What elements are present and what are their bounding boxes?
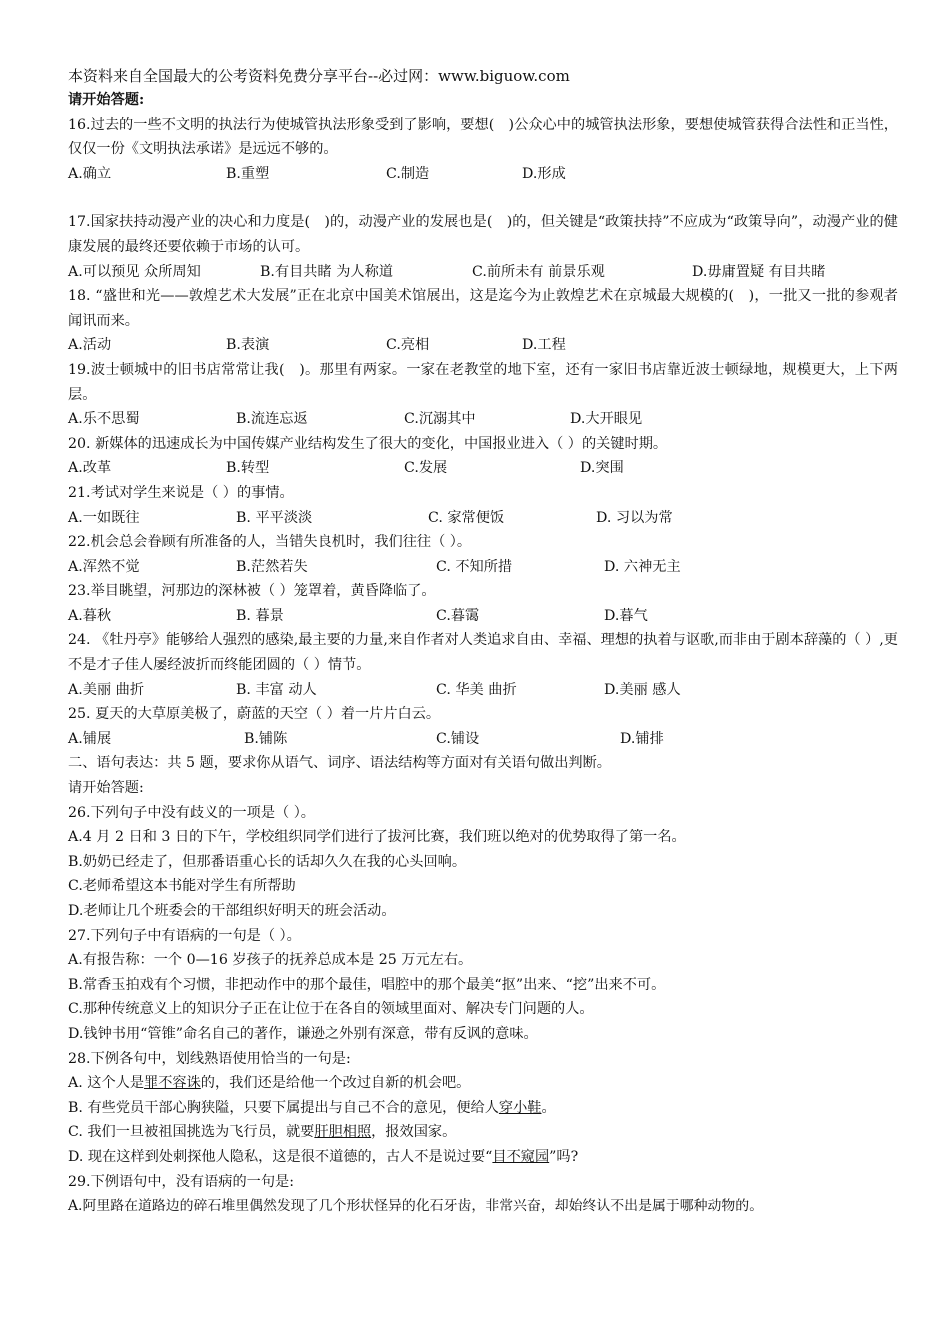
option-a[interactable]: A.活动 bbox=[68, 337, 112, 354]
options-16 bbox=[68, 162, 898, 187]
option-b[interactable]: B.常香玉拍戏有个习惯，非把动作中的那个最佳，唱腔中的那个最美“抠”出来、“挖”出来不可。 bbox=[68, 976, 666, 993]
question-27: 27.下列句子中有语病的一句是（ ）。 bbox=[68, 927, 301, 944]
option-b[interactable] bbox=[68, 1096, 898, 1121]
option-a[interactable]: A.4 月 2 日和 3 日的下午，学校组织同学们进行了拔河比赛，我们班以绝对的优势取得了第一名。 bbox=[68, 829, 686, 846]
option-text: 的，我们还是给他一个改过自新的机会吧。 bbox=[200, 1075, 471, 1092]
option-a[interactable]: A.阿里路在道路边的碎石堆里偶然发现了几个形状怪异的化石牙齿，非常兴奋，却始终认不出是属于哪种动物的。 bbox=[68, 1198, 764, 1215]
option-a[interactable]: A.浑然不觉 bbox=[68, 558, 140, 575]
option-d[interactable]: D.大开眼见 bbox=[570, 411, 643, 428]
option-c[interactable]: C.制造 bbox=[386, 165, 430, 182]
option-c[interactable]: C.发展 bbox=[404, 460, 448, 477]
option-d[interactable]: D.突围 bbox=[580, 460, 624, 477]
option-d[interactable]: D.暮气 bbox=[604, 607, 648, 624]
option-a[interactable]: A.美丽 曲折 bbox=[68, 681, 145, 698]
underlined-idiom: 穿小鞋 bbox=[498, 1099, 542, 1116]
options-23 bbox=[68, 604, 898, 629]
question-17: 17.国家扶持动漫产业的决心和力度是( )的，动漫产业的发展也是( )的，但关键是“政策扶持”不应成为“政策导向”，动漫产业的健康发展的最终还要依赖于市场的认可。 bbox=[68, 214, 898, 255]
options-25 bbox=[68, 727, 898, 752]
option-b[interactable]: B.奶奶已经走了，但那番语重心长的话却久久在我的心头回响。 bbox=[68, 853, 467, 870]
option-c[interactable]: C.亮相 bbox=[386, 337, 430, 354]
option-a[interactable]: A.可以预见 众所周知 bbox=[68, 263, 201, 280]
underlined-idiom: 罪不容诛 bbox=[144, 1075, 201, 1092]
option-d[interactable]: D.铺排 bbox=[620, 730, 664, 747]
question-29: 29.下例语句中，没有语病的一句是: bbox=[68, 1173, 294, 1190]
underlined-idiom: 肝胆相照 bbox=[314, 1124, 372, 1141]
option-b[interactable]: B.有目共睹 为人称道 bbox=[260, 263, 393, 280]
section-heading: 二、语句表达：共 5 题，要求你从语气、词序、语法结构等方面对有关语句做出判断。 bbox=[68, 755, 611, 772]
question-20: 20. 新媒体的迅速成长为中国传媒产业结构发生了很大的变化，中国报业进入（ ）的关键时期。 bbox=[68, 435, 668, 452]
option-b[interactable]: B.流连忘返 bbox=[236, 411, 308, 428]
option-text: ，报效国家。 bbox=[371, 1124, 457, 1141]
option-b[interactable]: B. 暮景 bbox=[236, 607, 284, 624]
option-b[interactable]: B.重塑 bbox=[226, 165, 270, 182]
options-24 bbox=[68, 678, 898, 703]
option-d[interactable]: D.钱钟书用“管锥”命名自己的著作，谦逊之外别有深意，带有反讽的意味。 bbox=[68, 1025, 538, 1042]
question-18: 18. “盛世和光——敦煌艺术大发展”正在北京中国美术馆展出，这是迄今为止敦煌艺术在京城最大规模的( )，一批又一批的参观者闻讯而来。 bbox=[68, 288, 898, 329]
spacer bbox=[68, 186, 898, 210]
option-b[interactable]: B.表演 bbox=[226, 337, 270, 354]
option-b[interactable]: B. 平平淡淡 bbox=[236, 509, 313, 526]
options-18 bbox=[68, 333, 898, 358]
question-28: 28.下例各句中，划线熟语使用恰当的一句是: bbox=[68, 1050, 351, 1067]
option-d[interactable] bbox=[68, 1145, 898, 1170]
option-a[interactable]: A.有报告称：一个 0—16 岁孩子的抚养总成本是 25 万元左右。 bbox=[68, 952, 473, 969]
question-26: 26.下列句子中没有歧义的一项是（ ）。 bbox=[68, 804, 315, 821]
option-c[interactable]: C. 不知所措 bbox=[436, 558, 513, 575]
option-a[interactable]: A.一如既往 bbox=[68, 509, 140, 526]
question-25: 25. 夏天的大草原美极了，蔚蓝的天空（ ）着一片片白云。 bbox=[68, 706, 441, 723]
option-b[interactable]: B.转型 bbox=[226, 460, 270, 477]
option-d[interactable]: D. 六神无主 bbox=[604, 558, 681, 575]
option-a[interactable]: A.确立 bbox=[68, 165, 112, 182]
option-c[interactable] bbox=[68, 1120, 898, 1145]
options-19 bbox=[68, 407, 898, 432]
option-d[interactable]: D.工程 bbox=[522, 337, 566, 354]
question-16: 16.过去的一些不文明的执法行为使城管执法形象受到了影响，要想( )公众心中的城管执法形象，要想使城管获得合法性和正当性，仅仅一份《文明执法承诺》是远远不够的。 bbox=[68, 116, 898, 158]
option-a[interactable] bbox=[68, 1071, 898, 1096]
option-d[interactable]: D.毋庸置疑 有目共睹 bbox=[692, 263, 826, 280]
question-21: 21.考试对学生来说是（ ）的事情。 bbox=[68, 484, 294, 501]
option-c[interactable]: C.暮霭 bbox=[436, 607, 480, 624]
option-text: B. 有些党员干部心胸狭隘，只要下属提出与自己不合的意见，便给人 bbox=[68, 1099, 499, 1116]
start-prompt-2: 请开始答题: bbox=[68, 780, 144, 797]
start-prompt: 请开始答题: bbox=[68, 92, 145, 108]
option-b[interactable]: B.铺陈 bbox=[244, 730, 288, 747]
option-c[interactable]: C. 家常便饭 bbox=[428, 509, 505, 526]
options-21 bbox=[68, 506, 898, 531]
source-header: 本资料来自全国最大的公考资料免费分享平台--必过网：www.biguow.com bbox=[68, 67, 570, 85]
option-c[interactable]: C.铺设 bbox=[436, 730, 480, 747]
options-20 bbox=[68, 456, 898, 481]
options-17 bbox=[68, 260, 898, 285]
option-a[interactable]: A.铺展 bbox=[68, 730, 112, 747]
option-b[interactable]: B.茫然若失 bbox=[236, 558, 308, 575]
question-23: 23.举目眺望，河那边的深林被（ ）笼罩着，黄昏降临了。 bbox=[68, 583, 436, 600]
option-text: 。 bbox=[541, 1099, 556, 1116]
underlined-idiom: 目不窥园 bbox=[492, 1148, 550, 1165]
question-19: 19.波士顿城中的旧书店常常让我( )。那里有两家。一家在老教堂的地下室，还有一家旧书店靠近波士顿绿地，规模更大，上下两层。 bbox=[68, 361, 898, 403]
option-c[interactable]: C.那种传统意义上的知识分子正在让位于在各自的领域里面对、解决专门问题的人。 bbox=[68, 1001, 594, 1018]
option-b[interactable]: B. 丰富 动人 bbox=[236, 681, 317, 698]
options-22 bbox=[68, 555, 898, 580]
option-d[interactable]: D.老师让几个班委会的干部组织好明天的班会活动。 bbox=[68, 903, 396, 919]
option-d[interactable]: D.形成 bbox=[522, 165, 566, 182]
option-d[interactable]: D.美丽 感人 bbox=[604, 681, 681, 698]
option-text: ”吗? bbox=[549, 1148, 579, 1165]
option-c[interactable]: C.沉溺其中 bbox=[404, 411, 476, 428]
option-text: A. 这个人是 bbox=[68, 1075, 145, 1092]
option-a[interactable]: A.乐不思蜀 bbox=[68, 411, 140, 428]
option-d[interactable]: D. 习以为常 bbox=[596, 509, 673, 526]
option-text: D. 现在这样到处刺探他人隐私，这是很不道德的，古人不是说过要“ bbox=[68, 1148, 493, 1165]
option-c[interactable]: C.前所未有 前景乐观 bbox=[472, 263, 605, 280]
option-a[interactable]: A.改革 bbox=[68, 460, 112, 477]
option-text: C. 我们一旦被祖国挑选为飞行员，就要 bbox=[68, 1124, 315, 1141]
document-page bbox=[68, 64, 898, 1219]
question-24: 24. 《牡丹亭》能够给人强烈的感染,最主要的力量,来自作者对人类追求自由、幸福、理想的执着与讴歌,而非由于剧本辞藻的（ ）,更不是才子佳人屡经波折而终能团圆的（ ）情节。 bbox=[68, 632, 898, 674]
question-22: 22.机会总会眷顾有所准备的人，当错失良机时，我们往往（ ）。 bbox=[68, 534, 472, 551]
option-c[interactable]: C. 华美 曲折 bbox=[436, 681, 517, 698]
option-a[interactable]: A.暮秋 bbox=[68, 607, 112, 624]
option-c[interactable]: C.老师希望这本书能对学生有所帮助 bbox=[68, 878, 296, 895]
